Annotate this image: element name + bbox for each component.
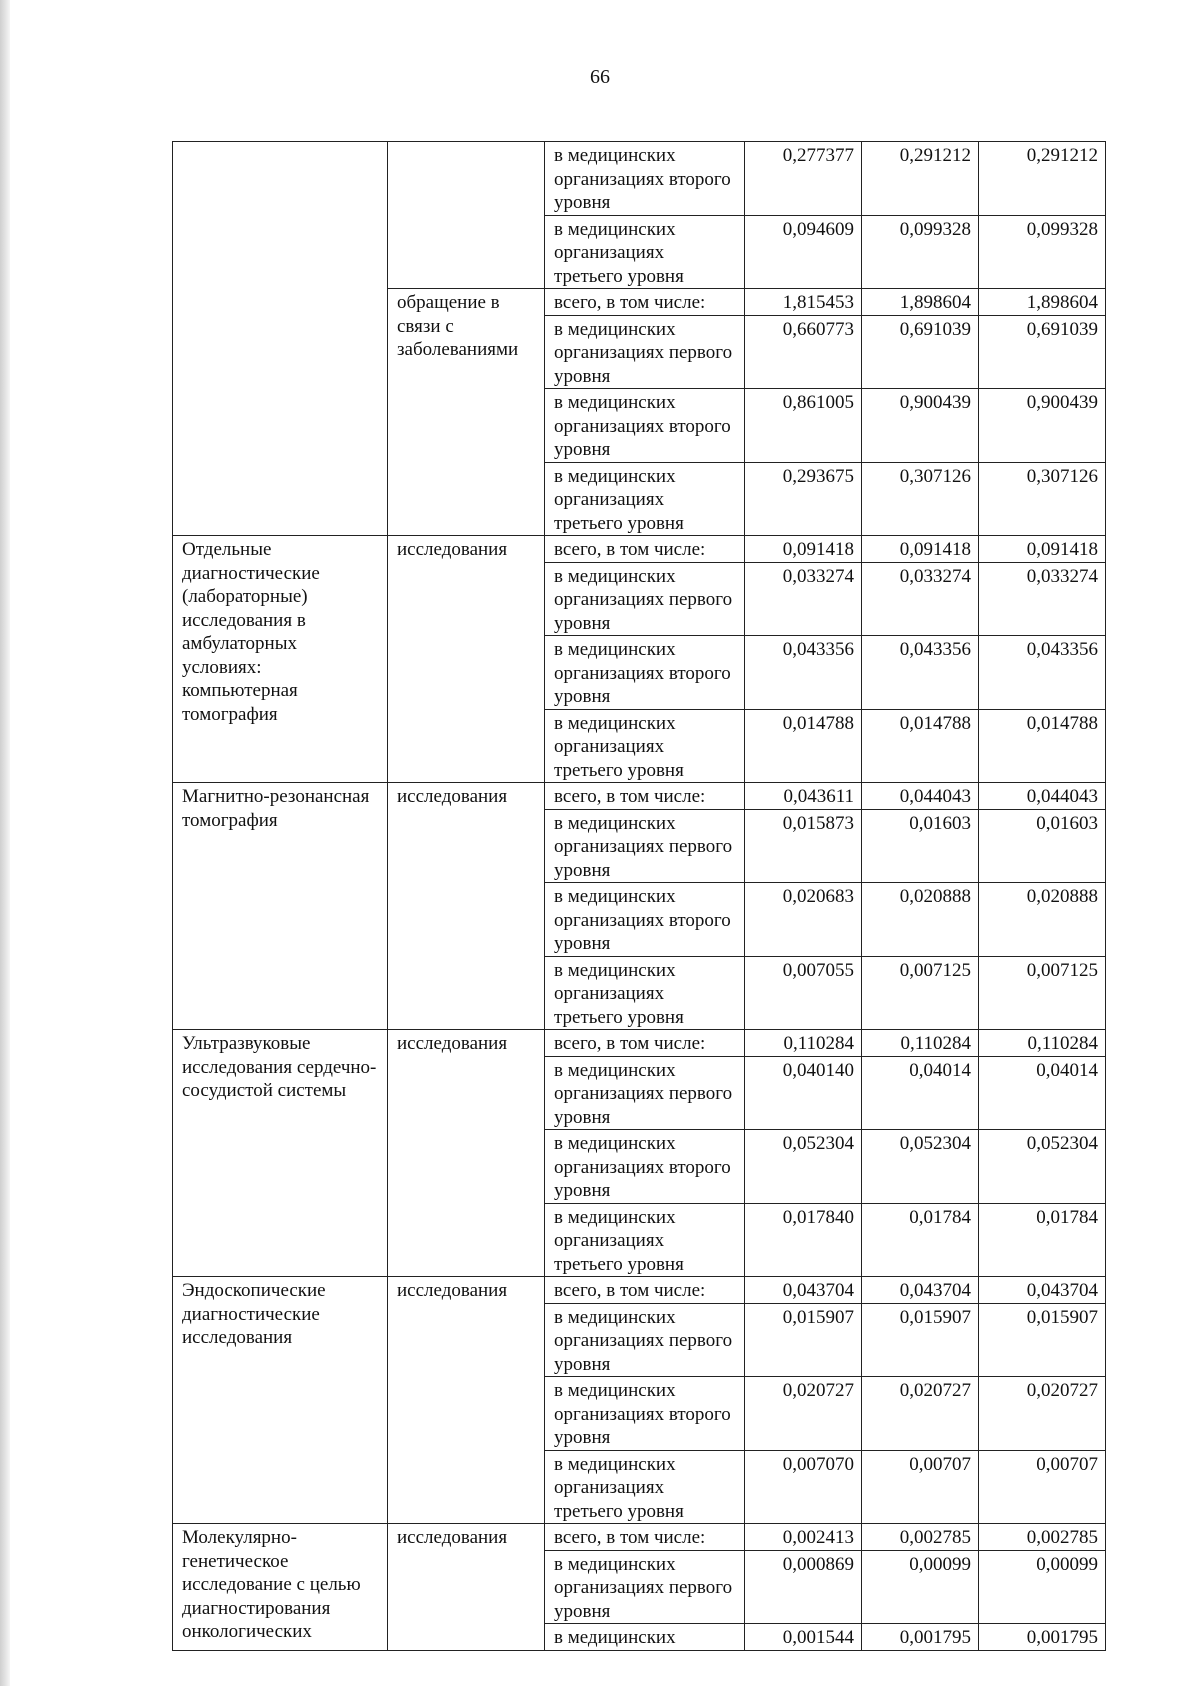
value-cell: 0,043704 (745, 1277, 862, 1304)
value-cell: 0,002413 (745, 1524, 862, 1551)
value-cell: 0,002785 (979, 1524, 1106, 1551)
level-cell: всего, в том числе: (545, 1524, 745, 1551)
value-cell: 0,291212 (862, 142, 979, 216)
type-cell: Эндоскопические диагностические исследования (173, 1277, 388, 1524)
level-cell: в медицинских организациях третьего уровня (545, 1450, 745, 1524)
value-cell: 0,007125 (979, 956, 1106, 1030)
level-cell: в медицинских организациях первого уровня (545, 1303, 745, 1377)
unit-cell: исследования (388, 536, 545, 783)
value-cell: 0,01784 (862, 1203, 979, 1277)
value-cell: 0,043611 (745, 783, 862, 810)
value-cell: 0,277377 (745, 142, 862, 216)
value-cell: 0,020888 (979, 883, 1106, 957)
unit-cell: исследования (388, 1524, 545, 1651)
value-cell: 0,900439 (862, 389, 979, 463)
scan-edge (0, 0, 10, 1686)
value-cell: 0,014788 (862, 709, 979, 783)
type-cell: Магнитно-резонансная томография (173, 783, 388, 1030)
page-number: 66 (590, 66, 610, 88)
level-cell: в медицинских организациях третьего уровня (545, 709, 745, 783)
value-cell: 0,00099 (862, 1550, 979, 1624)
value-cell: 0,099328 (862, 215, 979, 289)
level-cell: в медицинских организациях третьего уровня (545, 1203, 745, 1277)
level-cell: в медицинских организациях второго уровня (545, 142, 745, 216)
value-cell: 0,033274 (979, 562, 1106, 636)
unit-cell: исследования (388, 1030, 545, 1277)
value-cell: 0,043356 (862, 636, 979, 710)
value-cell: 0,007055 (745, 956, 862, 1030)
value-cell: 0,00099 (979, 1550, 1106, 1624)
level-cell: в медицинских организациях первого уровня (545, 1550, 745, 1624)
value-cell: 0,861005 (745, 389, 862, 463)
value-cell: 0,091418 (745, 536, 862, 563)
value-cell: 0,015907 (745, 1303, 862, 1377)
unit-cell (388, 142, 545, 289)
value-cell: 0,043356 (745, 636, 862, 710)
level-cell: в медицинских организациях второго уровня (545, 636, 745, 710)
table-row (173, 1030, 1106, 1057)
table-row (173, 142, 1106, 216)
value-cell: 0,015907 (979, 1303, 1106, 1377)
value-cell: 0,01784 (979, 1203, 1106, 1277)
level-cell: всего, в том числе: (545, 289, 745, 316)
unit-cell: исследования (388, 783, 545, 1030)
value-cell: 0,000869 (745, 1550, 862, 1624)
value-cell: 0,691039 (862, 315, 979, 389)
level-cell: в медицинских организациях первого уровня (545, 809, 745, 883)
value-cell: 1,815453 (745, 289, 862, 316)
level-cell: в медицинских организациях второго уровня (545, 1130, 745, 1204)
value-cell: 0,043704 (979, 1277, 1106, 1304)
value-cell: 0,052304 (862, 1130, 979, 1204)
table-row (173, 1524, 1106, 1551)
value-cell: 0,00707 (862, 1450, 979, 1524)
value-cell: 0,091418 (862, 536, 979, 563)
value-cell: 0,099328 (979, 215, 1106, 289)
level-cell: в медицинских организациях третьего уровня (545, 462, 745, 536)
value-cell: 0,691039 (979, 315, 1106, 389)
level-cell: всего, в том числе: (545, 783, 745, 810)
table-row (173, 783, 1106, 810)
level-cell: в медицинских организациях второго уровня (545, 389, 745, 463)
value-cell: 0,020888 (862, 883, 979, 957)
value-cell: 0,007070 (745, 1450, 862, 1524)
value-cell: 0,033274 (745, 562, 862, 636)
level-cell: в медицинских организациях первого уровня (545, 562, 745, 636)
value-cell: 0,020683 (745, 883, 862, 957)
value-cell: 0,044043 (979, 783, 1106, 810)
type-cell (173, 142, 388, 536)
value-cell: 0,043704 (862, 1277, 979, 1304)
value-cell: 1,898604 (862, 289, 979, 316)
value-cell: 0,001544 (745, 1624, 862, 1651)
value-cell: 0,293675 (745, 462, 862, 536)
value-cell: 0,110284 (862, 1030, 979, 1057)
value-cell: 0,660773 (745, 315, 862, 389)
value-cell: 0,020727 (745, 1377, 862, 1451)
value-cell: 0,110284 (745, 1030, 862, 1057)
level-cell: всего, в том числе: (545, 536, 745, 563)
unit-cell: обращение в связи с заболеваниями (388, 289, 545, 536)
type-cell: Молекулярно-генетическое исследование с целью диагностирования онкологических (173, 1524, 388, 1651)
value-cell: 0,052304 (745, 1130, 862, 1204)
value-cell: 0,052304 (979, 1130, 1106, 1204)
level-cell: всего, в том числе: (545, 1030, 745, 1057)
value-cell: 0,110284 (979, 1030, 1106, 1057)
value-cell: 0,015907 (862, 1303, 979, 1377)
value-cell: 0,040140 (745, 1056, 862, 1130)
value-cell: 0,001795 (979, 1624, 1106, 1651)
level-cell: в медицинских организациях первого уровня (545, 1056, 745, 1130)
value-cell: 0,00707 (979, 1450, 1106, 1524)
level-cell: в медицинских организациях второго уровня (545, 1377, 745, 1451)
value-cell: 0,017840 (745, 1203, 862, 1277)
value-cell: 0,020727 (862, 1377, 979, 1451)
value-cell: 0,044043 (862, 783, 979, 810)
level-cell: в медицинских организациях первого уровня (545, 315, 745, 389)
value-cell: 0,01603 (862, 809, 979, 883)
type-cell: Отдельные диагностические (лабораторные) исследования в амбулаторных условиях: компьютерная томография (173, 536, 388, 783)
norms-table (172, 141, 1106, 1651)
value-cell: 0,015873 (745, 809, 862, 883)
value-cell: 0,020727 (979, 1377, 1106, 1451)
value-cell: 0,043356 (979, 636, 1106, 710)
table-row (173, 1277, 1106, 1304)
value-cell: 0,04014 (862, 1056, 979, 1130)
level-cell: в медицинских организациях третьего уровня (545, 956, 745, 1030)
value-cell: 0,001795 (862, 1624, 979, 1651)
value-cell: 0,014788 (745, 709, 862, 783)
level-cell: в медицинских организациях третьего уровня (545, 215, 745, 289)
value-cell: 0,307126 (979, 462, 1106, 536)
value-cell: 0,291212 (979, 142, 1106, 216)
type-cell: Ультразвуковые исследования сердечно-сосудистой системы (173, 1030, 388, 1277)
level-cell: в медицинских организациях второго уровня (545, 883, 745, 957)
value-cell: 0,900439 (979, 389, 1106, 463)
value-cell: 0,007125 (862, 956, 979, 1030)
value-cell: 0,002785 (862, 1524, 979, 1551)
value-cell: 0,091418 (979, 536, 1106, 563)
value-cell: 0,033274 (862, 562, 979, 636)
value-cell: 0,014788 (979, 709, 1106, 783)
value-cell: 0,307126 (862, 462, 979, 536)
level-cell: всего, в том числе: (545, 1277, 745, 1304)
unit-cell: исследования (388, 1277, 545, 1524)
value-cell: 0,094609 (745, 215, 862, 289)
level-cell: в медицинских (545, 1624, 745, 1651)
table-row (173, 536, 1106, 563)
value-cell: 0,04014 (979, 1056, 1106, 1130)
value-cell: 0,01603 (979, 809, 1106, 883)
value-cell: 1,898604 (979, 289, 1106, 316)
